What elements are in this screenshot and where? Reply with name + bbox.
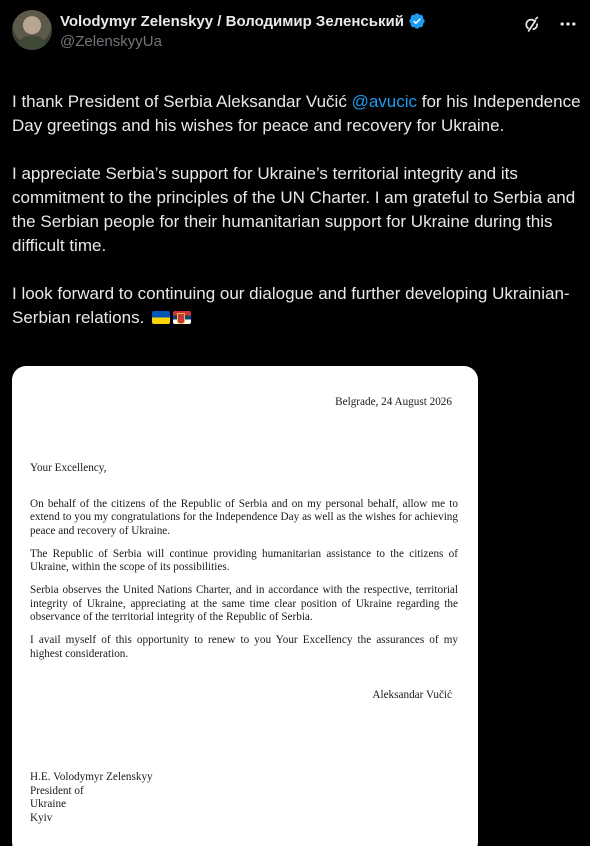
letter-paragraph: On behalf of the citizens of the Republic of Serbia and on my personal behalf, allow me to extend to you my congratulations for the Independence Day as well as the wishes for achieving peace and recovery of Ukraine.	[30, 498, 458, 537]
ukraine-flag-icon	[152, 311, 170, 324]
author-display-name[interactable]: Volodymyr Zelenskyy / Володимир Зеленський	[60, 12, 404, 30]
letter-signature: Aleksandar Vučić	[372, 689, 452, 701]
avatar[interactable]	[12, 10, 52, 50]
author-names	[60, 12, 510, 50]
tweet-header	[12, 10, 578, 54]
author-handle[interactable]: @ZelenskyyUa	[60, 32, 162, 50]
header-actions	[522, 14, 578, 34]
tweet-text	[12, 90, 582, 354]
address-line: President of	[30, 784, 84, 797]
tweet-paragraph-1: I thank President of Serbia Aleksandar Vučić @avucic for his Independence Day greetings and his wishes for peace and recovery for Ukraine.	[12, 92, 581, 135]
tweet-paragraph-3: I look forward to continuing our dialogue and further developing Ukrainian-Serbian relations.	[12, 284, 570, 327]
more-icon[interactable]	[558, 14, 578, 34]
letter-date: Belgrade, 24 August 2026	[335, 396, 452, 408]
mention-link[interactable]: @avucic	[351, 92, 418, 111]
author-display-name-row[interactable]	[60, 12, 426, 30]
letter-body	[30, 498, 458, 671]
serbia-flag-icon	[173, 311, 191, 324]
address-line: Ukraine	[30, 798, 67, 810]
letter-image[interactable]	[12, 366, 478, 846]
grok-icon[interactable]	[522, 14, 542, 34]
letter-salutation: Your Excellency,	[30, 462, 107, 474]
letter-address	[30, 771, 153, 825]
address-line: H.E. Volodymyr Zelenskyy	[30, 771, 153, 783]
address-line: Kyiv	[30, 811, 53, 824]
letter-paragraph: I avail myself of this opportunity to renew to you Your Excellency the assurances of my highest consideration.	[30, 634, 458, 660]
letter-paragraph: The Republic of Serbia will continue providing humanitarian assistance to the citizens of Ukraine, within the scope of its possibilities.	[30, 547, 458, 574]
tweet-paragraph-2: I appreciate Serbia’s support for Ukraine’s territorial integrity and its commitment to the principles of the UN Charter. I am grateful to Serbia and the Serbian people for their humanitarian support for Ukraine during this difficult time.	[12, 164, 576, 255]
letter-paragraph: Serbia observes the United Nations Charter, and in accordance with the respective, territorial integrity of Ukraine, appreciating at the same time clear position of Ukraine regarding the observance of the territorial integrity of the Republic of Serbia.	[30, 584, 458, 624]
verified-badge-icon	[408, 12, 426, 30]
